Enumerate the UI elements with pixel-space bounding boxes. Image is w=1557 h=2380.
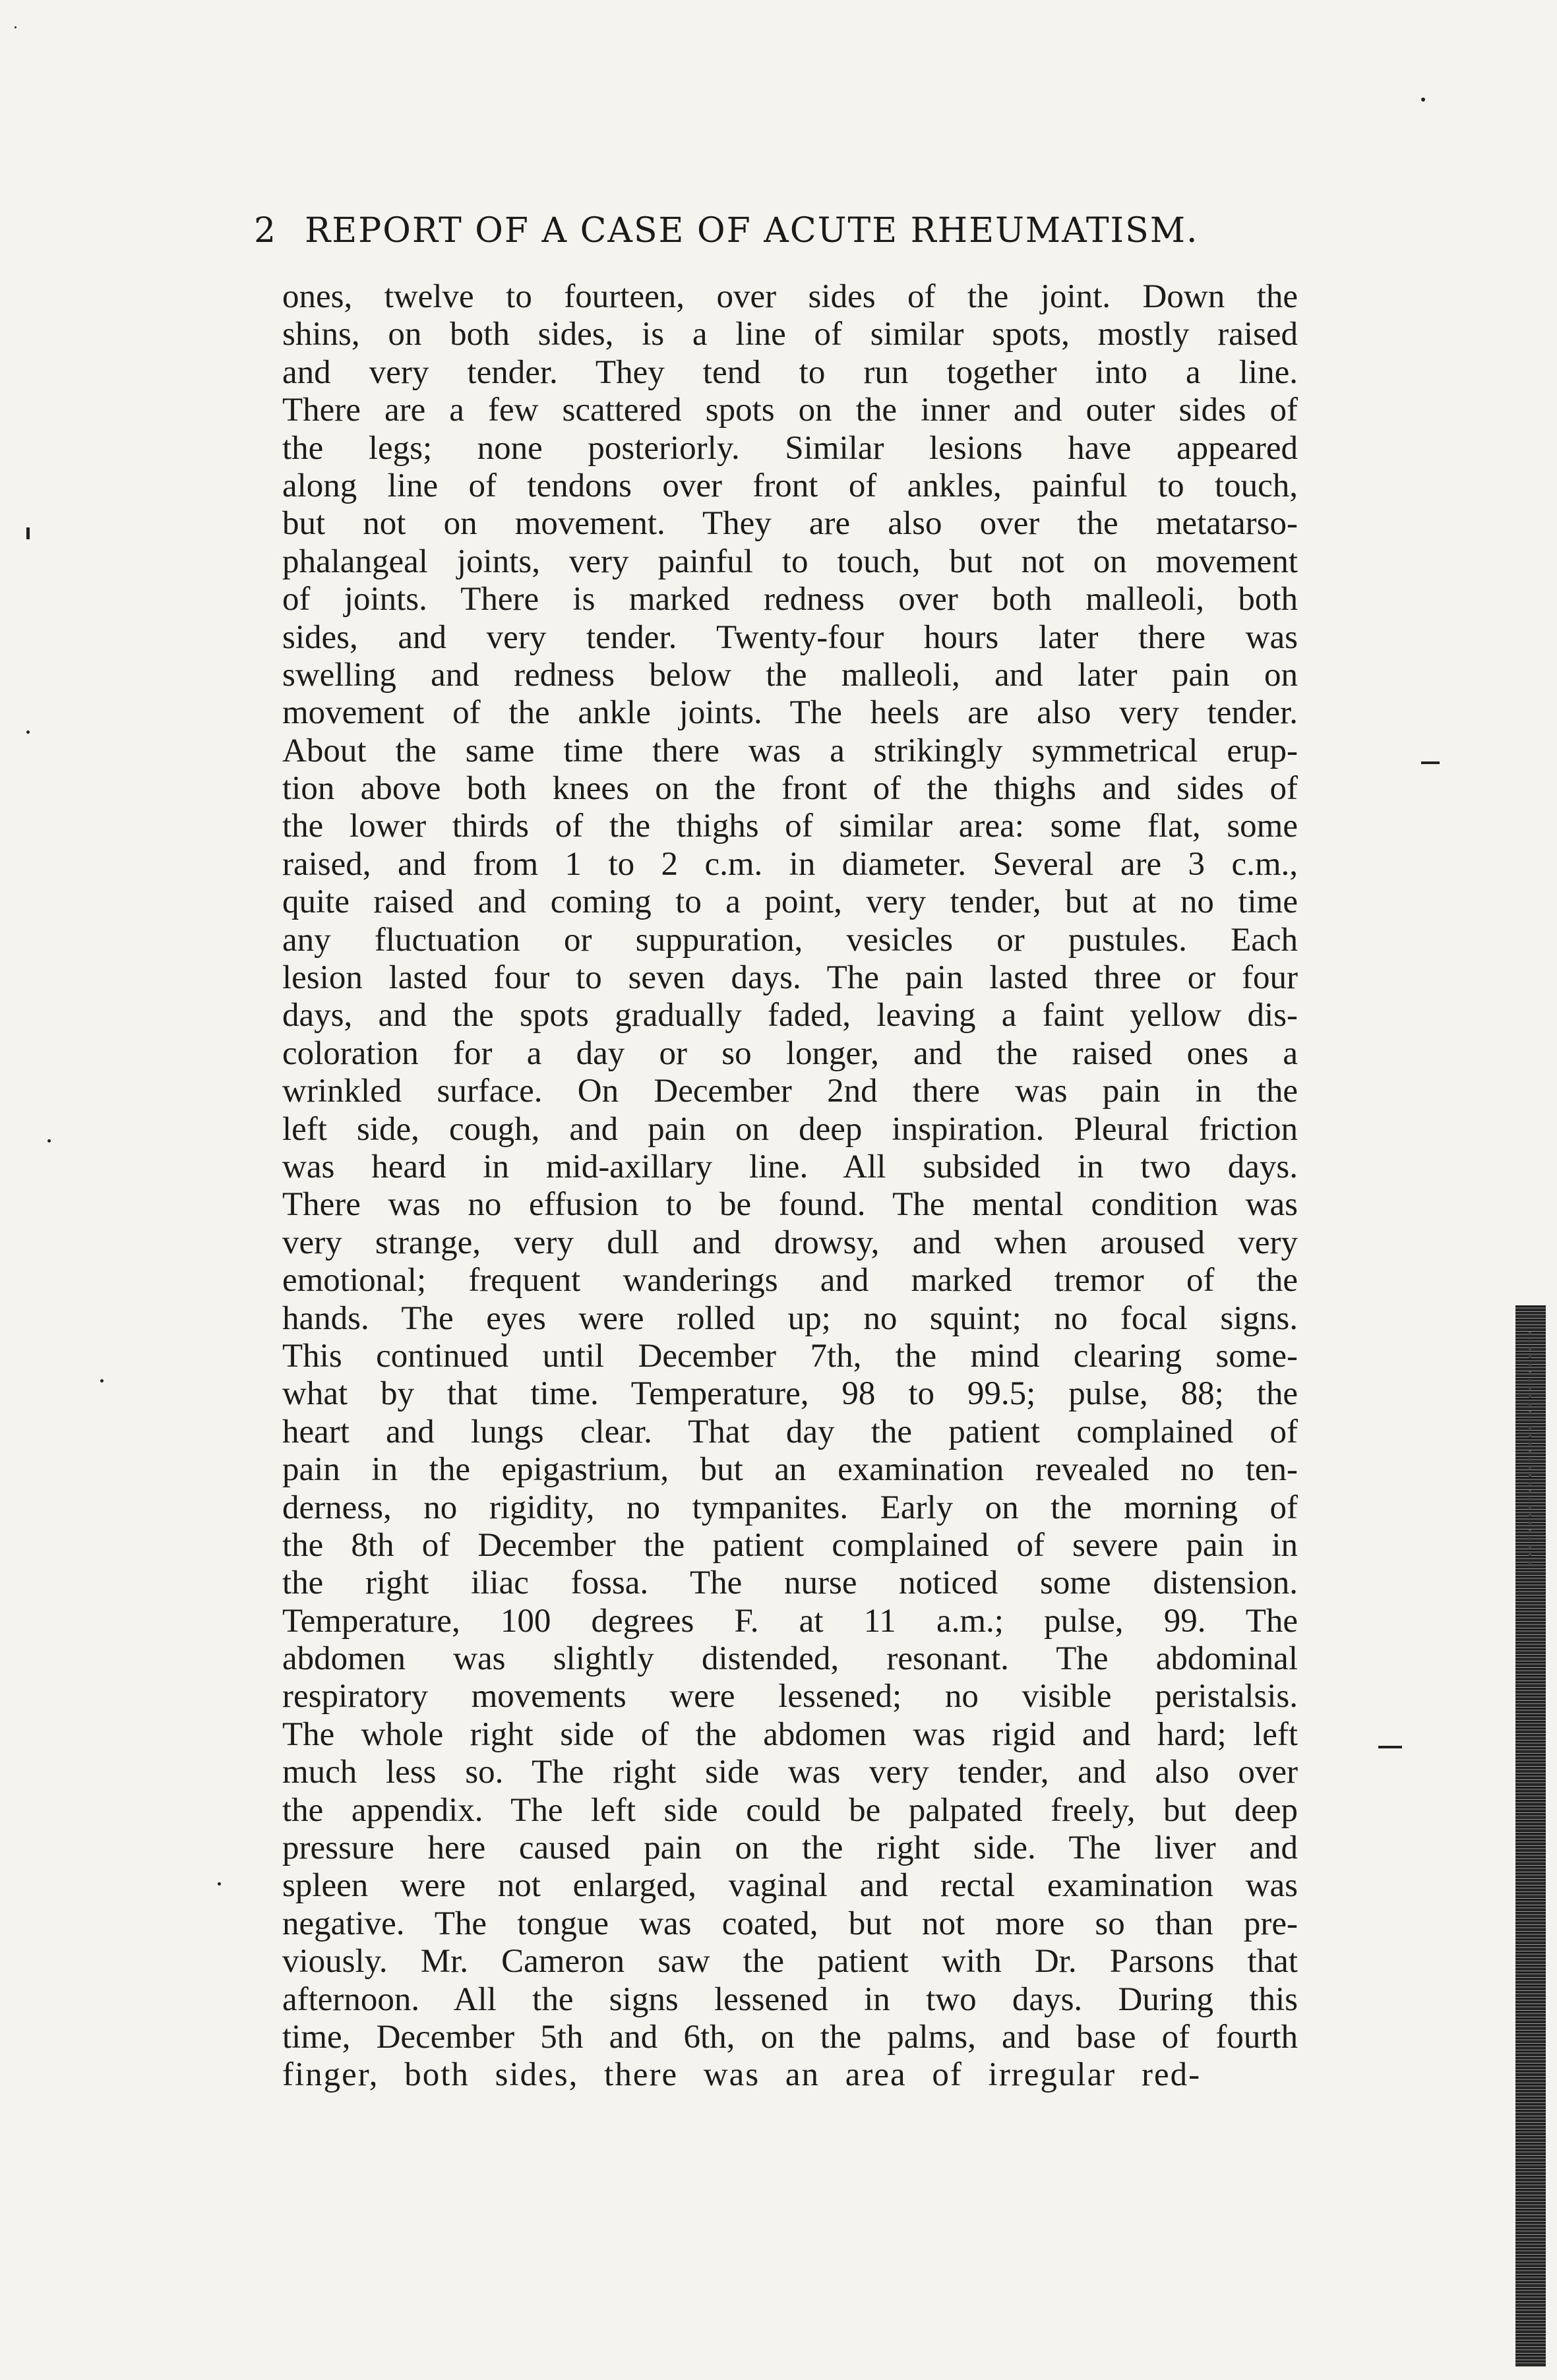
text-line: derness, no rigidity, no tympanites. Early on the morning of: [282, 1489, 1298, 1526]
text-line: quite raised and coming to a point, very tender, but at no time: [282, 883, 1298, 921]
text-line: The whole right side of the abdomen was rigid and hard; left: [282, 1715, 1298, 1753]
text-line: tion above both knees on the front of the thighs and sides of: [282, 770, 1298, 808]
text-line: This continued until December 7th, the mind clearing some-: [282, 1337, 1298, 1375]
text-line: spleen were not enlarged, vaginal and rectal examination was: [282, 1867, 1298, 1905]
text-line: Temperature, 100 degrees F. at 11 a.m.; pulse, 99. The: [282, 1602, 1298, 1640]
scan-speck: [100, 1379, 104, 1383]
text-line: raised, and from 1 to 2 c.m. in diameter. Several are 3 c.m.,: [282, 845, 1298, 883]
scan-speck: [1378, 1746, 1402, 1748]
text-line: was heard in mid-axillary line. All subsided in two days.: [282, 1148, 1298, 1185]
text-line: negative. The tongue was coated, but not more so than pre-: [282, 1905, 1298, 1942]
text-line: viously. Mr. Cameron saw the patient with Dr. Parsons that: [282, 1943, 1298, 1980]
text-line: the appendix. The left side could be palpated freely, but deep: [282, 1791, 1298, 1829]
text-line: days, and the spots gradually faded, leaving a faint yellow dis-: [282, 997, 1298, 1034]
scan-speck: [26, 730, 30, 734]
text-line: abdomen was slightly distended, resonant. The abdominal: [282, 1640, 1298, 1678]
body-text: [282, 278, 1298, 2095]
text-line: the legs; none posteriorly. Similar lesions have appeared: [282, 429, 1298, 467]
text-line: emotional; frequent wanderings and marked tremor of the: [282, 1262, 1298, 1299]
text-line: and very tender. They tend to run together into a line.: [282, 353, 1298, 391]
scan-dotted-artifact: [1529, 1332, 1531, 1569]
text-line: but not on movement. They are also over the metatarso-: [282, 505, 1298, 543]
scan-speck: [47, 1139, 51, 1143]
text-line: what by that time. Temperature, 98 to 99.5; pulse, 88; the: [282, 1375, 1298, 1413]
text-line: movement of the ankle joints. The heels are also very tender.: [282, 694, 1298, 732]
scan-speck: [1421, 98, 1425, 102]
text-line: the lower thirds of the thighs of similar area: some flat, some: [282, 808, 1298, 845]
text-line: left side, cough, and pain on deep inspiration. Pleural friction: [282, 1110, 1298, 1148]
page-header: [254, 211, 1335, 251]
text-line: ones, twelve to fourteen, over sides of the joint. Down the: [282, 278, 1298, 315]
text-line: finger, both sides, there was an area of irregular red-: [282, 2056, 1202, 2094]
text-line: coloration for a day or so longer, and the raised ones a: [282, 1034, 1298, 1072]
page-number: 2: [254, 211, 278, 251]
text-line: very strange, very dull and drowsy, and when aroused very: [282, 1224, 1298, 1261]
text-line: along line of tendons over front of ankles, painful to touch,: [282, 467, 1298, 504]
running-title: REPORT OF A CASE OF ACUTE RHEUMATISM.: [305, 211, 1199, 251]
text-line: much less so. The right side was very tender, and also over: [282, 1754, 1298, 1791]
scan-speck: [26, 527, 30, 539]
text-line: afternoon. All the signs lessened in two days. During this: [282, 1980, 1298, 2018]
text-line: hands. The eyes were rolled up; no squint; no focal signs.: [282, 1299, 1298, 1337]
text-line: shins, on both sides, is a line of similar spots, mostly raised: [282, 316, 1298, 353]
scan-speck: [15, 26, 16, 28]
text-line: pain in the epigastrium, but an examination revealed no ten-: [282, 1451, 1298, 1489]
scan-speck: [1421, 761, 1440, 764]
text-line: the right iliac fossa. The nurse noticed some distension.: [282, 1564, 1298, 1602]
text-line: About the same time there was a strikingly symmetrical erup-: [282, 732, 1298, 769]
text-line: time, December 5th and 6th, on the palms, and base of fourth: [282, 2018, 1298, 2056]
text-line: sides, and very tender. Twenty-four hours later there was: [282, 618, 1298, 656]
text-line: heart and lungs clear. That day the patient complained of: [282, 1413, 1298, 1450]
text-line: There was no effusion to be found. The mental condition was: [282, 1186, 1298, 1224]
text-line: swelling and redness below the malleoli, and later pain on: [282, 656, 1298, 694]
text-line: pressure here caused pain on the right side. The liver and: [282, 1830, 1298, 1867]
text-line: of joints. There is marked redness over both malleoli, both: [282, 581, 1298, 618]
text-line: respiratory movements were lessened; no visible peristalsis.: [282, 1678, 1298, 1715]
text-line: lesion lasted four to seven days. The pain lasted three or four: [282, 959, 1298, 997]
text-line: There are a few scattered spots on the inner and outer sides of: [282, 392, 1298, 429]
text-line: wrinkled surface. On December 2nd there was pain in the: [282, 1073, 1298, 1110]
text-line: any fluctuation or suppuration, vesicles or pustules. Each: [282, 921, 1298, 959]
text-line: the 8th of December the patient complained of severe pain in: [282, 1526, 1298, 1564]
scan-speck: [218, 1882, 221, 1886]
text-line: phalangeal joints, very painful to touch, but not on movement: [282, 543, 1298, 580]
